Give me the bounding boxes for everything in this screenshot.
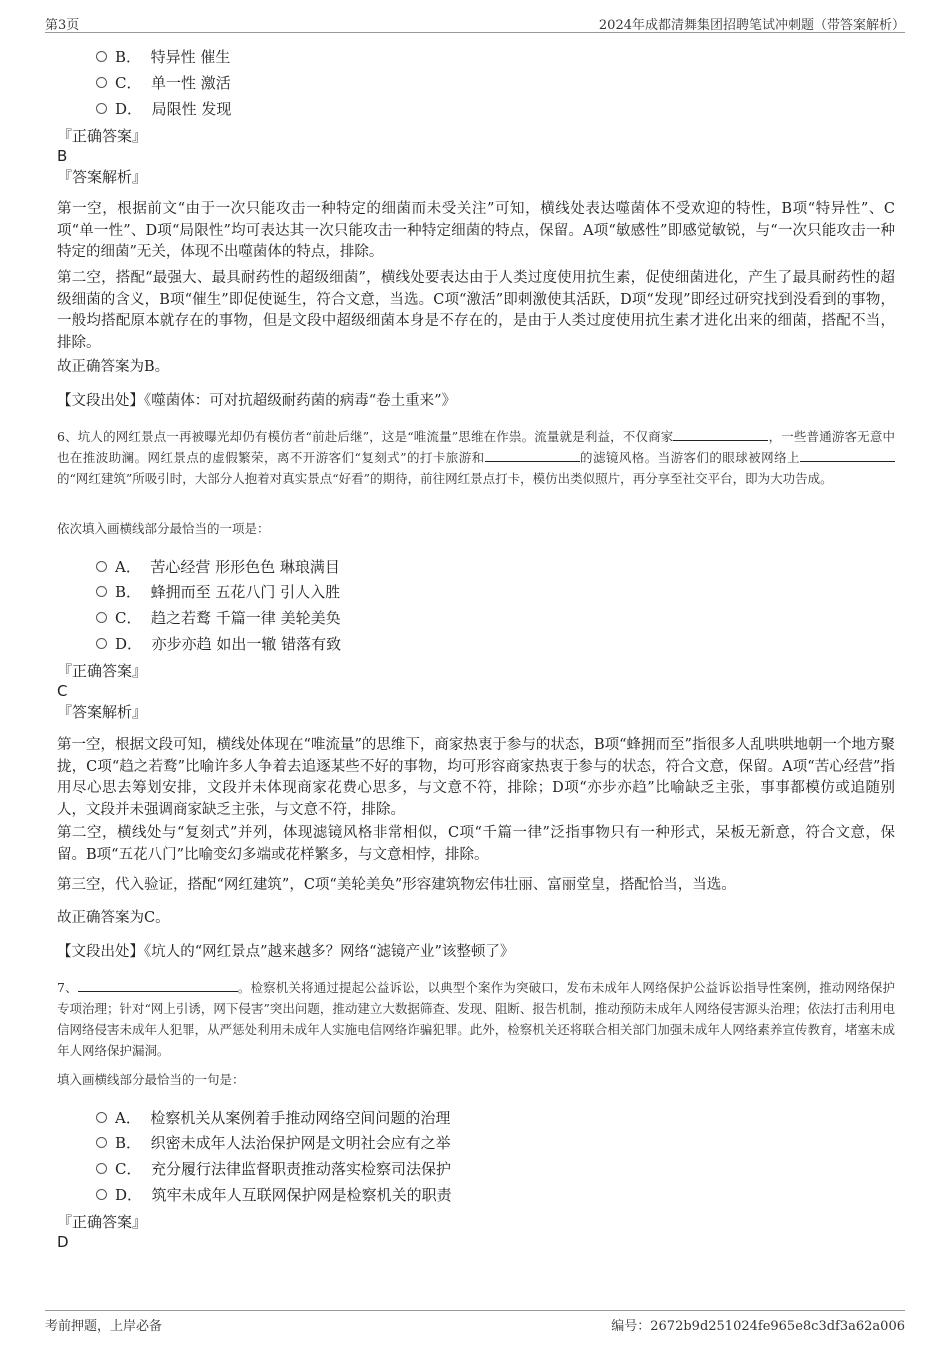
q6-option-c[interactable]: C． 趋之若鹜 千篇一律 美轮美奂	[96, 608, 341, 628]
radio-icon[interactable]	[96, 51, 107, 62]
q6-analysis-para-2: 第二空，横线处与“复刻式”并列，体现滤镜风格非常相似，C项“千篇一律”泛指事物只有一种形式，呆板无新意，符合文意，保留。B项“五花八门”比喻变幻多端或花样繁多，与文意相悖，排除。	[57, 825, 895, 863]
q6-analysis-para-3: 第三空，代入验证，搭配“网红建筑”，C项“美轮美奂”形容建筑物宏伟壮丽、富丽堂皇，搭配恰当，当选。	[57, 877, 736, 893]
q7-option-a[interactable]: A． 检察机关从案例着手推动网络空间问题的治理	[96, 1108, 450, 1128]
q5-analysis-para-1: 第一空，根据前文“由于一次只能攻击一种特定的细菌而未受关注”可知，横线处表达噬菌体不受欢迎的特性，B项“特异性”、C项“单一性”、D项“局限性”均可表达其一次只能攻击一种特定细菌的特点，保留。A项“敏感性”即感觉敏锐，与“一次只能攻击一种特定的细菌”无关，体现不出噬菌体的特点，排除。	[57, 201, 895, 260]
blank-line	[78, 979, 238, 992]
q5-option-c[interactable]: C． 单一性 激活	[96, 73, 231, 93]
q7-prompt: 填入画横线部分最恰当的一句是：	[57, 1072, 245, 1087]
q7-answer: D	[57, 1233, 69, 1251]
q6-option-a[interactable]: A． 苦心经营 形形色色 琳琅满目	[96, 557, 340, 577]
q5-option-d[interactable]: D． 局限性 发现	[96, 99, 231, 119]
radio-icon[interactable]	[96, 77, 107, 88]
q6-option-d[interactable]: D． 亦步亦趋 如出一辙 错落有致	[96, 634, 341, 654]
blank-line	[800, 449, 895, 462]
q5-option-b[interactable]: B． 特异性 催生	[96, 47, 230, 67]
radio-icon[interactable]	[96, 103, 107, 114]
document-title: 2024年成都清舞集团招聘笔试冲刺题（带答案解析）	[598, 18, 905, 33]
q5-answer-label: 『正确答案』	[57, 127, 148, 145]
q7-option-d[interactable]: D． 筑牢未成年人互联网保护网是检察机关的职责	[96, 1185, 452, 1205]
radio-icon[interactable]	[96, 561, 107, 572]
q7-option-b[interactable]: B． 织密未成年人法治保护网是文明社会应有之举	[96, 1133, 451, 1153]
q6-stem: 6、坑人的网红景点一再被曝光却仍有模仿者“前赴后继”，这是“唯流量”思维在作祟。流量就是利益，不仅商家 ，一些普通游客无意中也在推波助澜。网红景点的虚假繁荣，离不开游客们“复刻式”的打卡旅游和 的滤镜风格。当游客们的眼球被网络上的“网红建筑”所吸引时，大部分人抱着对真实景点“好看”的期待，前往网红景点打卡，模仿出类似照片，再分享至社交平台，即为大功告成。	[57, 429, 895, 486]
radio-icon[interactable]	[96, 1189, 107, 1200]
q7-stem: 7、 。检察机关将通过提起公益诉讼，以典型个案作为突破口，发布未成年人网络保护公益诉讼指导性案例，推动网络保护专项治理；针对“网上引诱，网下侵害”突出问题，推动建立大数据筛查、发现、阻断、报告机制，推动预防未成年人网络侵害源头治理；依法打击利用电信网络侵害未成年人犯罪，从严惩处利用未成年人实施电信网络诈骗犯罪。此外，检察机关还将联合相关部门加强未成年人网络素养宣传教育，堵塞未成年人网络保护漏洞。	[57, 980, 895, 1058]
q5-analysis-conclusion: 故正确答案为B。	[57, 359, 170, 375]
q6-analysis-conclusion: 故正确答案为C。	[57, 910, 170, 926]
radio-icon[interactable]	[96, 1137, 107, 1148]
radio-icon[interactable]	[96, 1112, 107, 1123]
q6-prompt: 依次填入画横线部分最恰当的一项是：	[57, 521, 270, 536]
page-number: 第3页	[45, 18, 80, 33]
page-header	[45, 10, 905, 33]
q6-answer: C	[57, 682, 68, 700]
q7-option-c[interactable]: C． 充分履行法律监督职责推动落实检察司法保护	[96, 1159, 451, 1179]
radio-icon[interactable]	[96, 638, 107, 649]
q6-source: 【文段出处】《坑人的“网红景点”越来越多？网络“滤镜产业”该整顿了》	[57, 944, 515, 960]
document-id: 编号：2672b9d251024fe965e8c3df3a62a006	[611, 1319, 905, 1334]
q6-analysis-label: 『答案解析』	[57, 703, 148, 721]
radio-icon[interactable]	[96, 586, 107, 597]
q6-answer-label: 『正确答案』	[57, 662, 148, 680]
q6-option-b[interactable]: B． 蜂拥而至 五花八门 引人入胜	[96, 582, 340, 602]
q6-analysis-para-1: 第一空，根据文段可知，横线处体现在“唯流量”的思维下，商家热衷于参与的状态，B项“蜂拥而至”指很多人乱哄哄地朝一个地方聚拢，C项“趋之若鹜”比喻许多人争着去追逐某些不好的事物，均可形容商家热衷于参与的状态，符合文意，保留。A项“苦心经营”指用尽心思去筹划安排，文段并未体现商家花费心思多，与文意不符，排除；D项“亦步亦趋”比喻缺乏主张，事事都模仿或追随别人，文段并未强调商家缺乏主张，与文意不符，排除。	[57, 737, 895, 818]
footer-slogan: 考前押题，上岸必备	[45, 1319, 163, 1334]
q7-answer-label: 『正确答案』	[57, 1213, 148, 1231]
q5-analysis-label: 『答案解析』	[57, 168, 148, 186]
radio-icon[interactable]	[96, 1163, 107, 1174]
blank-line	[673, 428, 768, 441]
q5-answer: B	[57, 147, 68, 165]
q5-analysis-para-2: 第二空，搭配“最强大、最具耐药性的超级细菌”，横线处要表达由于人类过度使用抗生素，促使细菌进化，产生了最具耐药性的超级细菌的含义，B项“催生”即促使诞生，符合文意，当选。C项“激活”即刺激使其活跃，D项“发现”即经过研究找到没看到的事物，一般均搭配原本就存在的事物，但是文段中超级细菌本身是不存在的，是由于人类过度使用抗生素才进化出来的细菌，搭配不当，排除。	[57, 270, 895, 351]
blank-line	[485, 449, 580, 462]
page-footer	[45, 1310, 905, 1341]
q5-source: 【文段出处】《噬菌体：可对抗超级耐药菌的病毒“卷土重来”》	[57, 393, 457, 409]
radio-icon[interactable]	[96, 612, 107, 623]
